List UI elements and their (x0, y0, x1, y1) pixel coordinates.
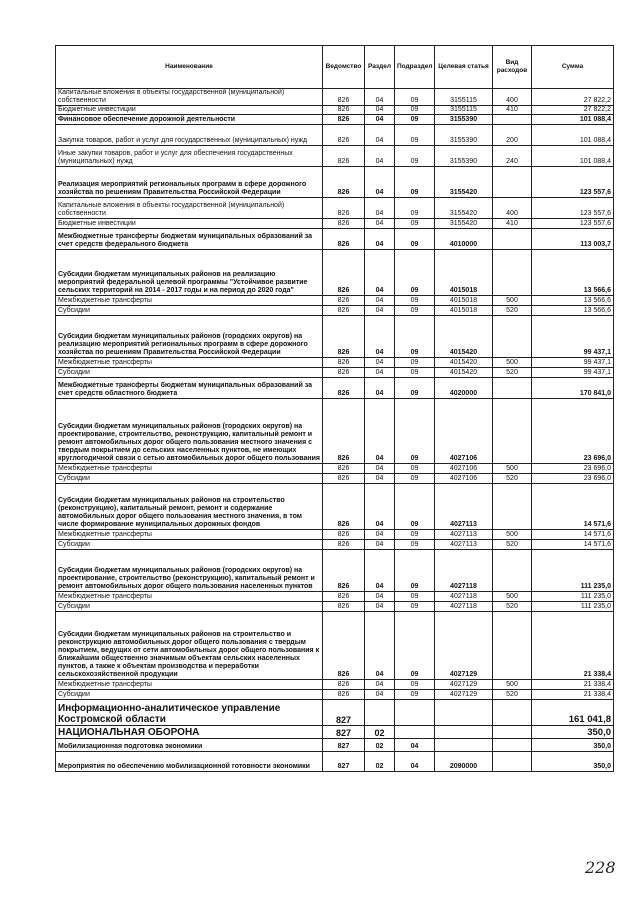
row-subsection: 09 (395, 219, 435, 229)
header-dept: Ведомство (323, 46, 365, 89)
row-section: 04 (365, 464, 395, 474)
row-subsection: 09 (395, 306, 435, 316)
row-section: 04 (365, 399, 395, 464)
row-subsection: 09 (395, 115, 435, 125)
table-row (56, 474, 614, 484)
row-expense-kind: 500 (493, 296, 532, 306)
row-name: Субсидии (56, 306, 323, 316)
row-target-article: 4015018 (435, 296, 493, 306)
row-name: Субсидии (56, 474, 323, 484)
row-subsection: 09 (395, 125, 435, 146)
table-row (56, 399, 614, 464)
row-expense-kind: 520 (493, 602, 532, 612)
row-dept: 826 (323, 89, 365, 106)
row-section: 04 (365, 358, 395, 368)
row-subsection: 09 (395, 89, 435, 106)
table-row (56, 726, 614, 739)
row-name: Иные закупки товаров, работ и услуг для обеспечения государственных (муниципальных) нужд (56, 146, 323, 167)
row-expense-kind: 520 (493, 474, 532, 484)
row-target-article: 4027113 (435, 484, 493, 530)
row-expense-kind: 400 (493, 198, 532, 219)
row-sum: 23 696,0 (532, 474, 614, 484)
table-row (56, 296, 614, 306)
row-sum: 101 088,4 (532, 115, 614, 125)
row-target-article: 4027129 (435, 612, 493, 680)
row-name: Межбюджетные трансферты (56, 464, 323, 474)
table-row (56, 219, 614, 229)
row-name: Финансовое обеспечение дорожной деятельности (56, 115, 323, 125)
table-row (56, 530, 614, 540)
row-sum: 21 338,4 (532, 612, 614, 680)
row-dept: 827 (323, 752, 365, 772)
row-expense-kind: 520 (493, 368, 532, 378)
row-target-article: 4027106 (435, 474, 493, 484)
row-sum: 13 566,6 (532, 306, 614, 316)
row-dept: 826 (323, 198, 365, 219)
table-row (56, 125, 614, 146)
row-target-article: 4027118 (435, 602, 493, 612)
row-dept: 826 (323, 550, 365, 592)
table-row (56, 612, 614, 680)
row-name: Межбюджетные трансферты бюджетам муниципальных образований за счет средств федерального бюджета (56, 229, 323, 250)
row-target-article: 3155420 (435, 167, 493, 198)
row-subsection: 09 (395, 146, 435, 167)
row-sum: 99 437,1 (532, 368, 614, 378)
row-sum: 111 235,0 (532, 602, 614, 612)
row-expense-kind: 400 (493, 89, 532, 106)
row-target-article: 3155390 (435, 125, 493, 146)
row-subsection: 04 (395, 739, 435, 752)
row-dept: 826 (323, 484, 365, 530)
header-row (56, 46, 614, 89)
row-section: 04 (365, 125, 395, 146)
row-expense-kind: 500 (493, 358, 532, 368)
row-target-article: 4015018 (435, 306, 493, 316)
row-dept: 826 (323, 306, 365, 316)
row-target-article: 3155115 (435, 89, 493, 106)
row-sum: 350,0 (532, 739, 614, 752)
row-sum: 99 437,1 (532, 316, 614, 358)
table-row (56, 540, 614, 550)
row-section: 04 (365, 89, 395, 106)
row-dept: 826 (323, 399, 365, 464)
row-subsection: 09 (395, 484, 435, 530)
row-section: 04 (365, 306, 395, 316)
row-subsection: 09 (395, 474, 435, 484)
row-section: 04 (365, 368, 395, 378)
row-section: 04 (365, 680, 395, 690)
row-dept: 826 (323, 474, 365, 484)
row-dept: 826 (323, 146, 365, 167)
row-subsection: 09 (395, 106, 435, 115)
row-subsection: 09 (395, 358, 435, 368)
row-target-article: 4027106 (435, 399, 493, 464)
row-subsection: 04 (395, 752, 435, 772)
row-name: Межбюджетные трансферты (56, 296, 323, 306)
row-subsection (395, 700, 435, 726)
row-expense-kind (493, 229, 532, 250)
row-target-article: 3155390 (435, 146, 493, 167)
row-subsection: 09 (395, 602, 435, 612)
table-row (56, 167, 614, 198)
row-section: 04 (365, 484, 395, 530)
row-name: Субсидии (56, 690, 323, 700)
row-target-article: 4015018 (435, 250, 493, 296)
row-dept: 826 (323, 229, 365, 250)
table-row (56, 464, 614, 474)
table-row (56, 316, 614, 358)
row-target-article: 4015420 (435, 368, 493, 378)
row-name: Межбюджетные трансферты (56, 592, 323, 602)
row-name: Субсидии бюджетам муниципальных районов на строительство (реконструкцию), капитальный ремонт, ремонт и содержание автомобильных дорог общего пользования местного значения, в том числе формирование муниципальных дорожных фондов (56, 484, 323, 530)
row-name: Капитальные вложения в объекты государственной (муниципальной) собственности (56, 89, 323, 106)
row-section: 04 (365, 316, 395, 358)
table-row (56, 115, 614, 125)
row-name: Субсидии бюджетам муниципальных районов (городских округов) на реализацию мероприятий региональных программ в сфере дорожного хозяйства по решениям Правительства Российской Федерации (56, 316, 323, 358)
row-expense-kind: 500 (493, 464, 532, 474)
row-subsection: 09 (395, 550, 435, 592)
row-expense-kind: 410 (493, 106, 532, 115)
row-sum: 14 571,6 (532, 530, 614, 540)
row-sum: 27 822,2 (532, 106, 614, 115)
row-sum: 13 566,6 (532, 296, 614, 306)
row-subsection: 09 (395, 464, 435, 474)
row-dept: 826 (323, 612, 365, 680)
row-target-article: 3155420 (435, 198, 493, 219)
row-name: Субсидии бюджетам муниципальных районов (городских округов) на проектирование, строительство (реконструкцию), капитальный ремонт и ремонт автомобильных дорог общего пользования населенных пунктов (56, 550, 323, 592)
row-sum: 111 235,0 (532, 592, 614, 602)
row-target-article (435, 739, 493, 752)
row-target-article (435, 726, 493, 739)
row-subsection: 09 (395, 368, 435, 378)
row-dept: 827 (323, 726, 365, 739)
row-subsection: 09 (395, 399, 435, 464)
row-sum: 21 338,4 (532, 680, 614, 690)
row-section: 04 (365, 115, 395, 125)
row-dept: 826 (323, 358, 365, 368)
row-expense-kind (493, 399, 532, 464)
row-section: 04 (365, 106, 395, 115)
row-target-article: 4027113 (435, 530, 493, 540)
row-section: 04 (365, 229, 395, 250)
row-sum: 14 571,6 (532, 540, 614, 550)
row-expense-kind (493, 484, 532, 530)
row-name: Межбюджетные трансферты (56, 530, 323, 540)
row-name: Субсидии (56, 602, 323, 612)
table-row (56, 250, 614, 296)
header-name: Наименование (56, 46, 323, 89)
row-name: Межбюджетные трансферты бюджетам муниципальных образований за счет средств областного бюджета (56, 378, 323, 399)
row-name: Бюджетные инвестиции (56, 219, 323, 229)
row-section: 04 (365, 198, 395, 219)
row-name: Закупка товаров, работ и услуг для государственных (муниципальных) нужд (56, 125, 323, 146)
row-target-article: 4020000 (435, 378, 493, 399)
row-target-article: 4027113 (435, 540, 493, 550)
row-target-article: 4010000 (435, 229, 493, 250)
row-name: Межбюджетные трансферты (56, 358, 323, 368)
row-sum: 21 338,4 (532, 690, 614, 700)
row-sum: 27 822,2 (532, 89, 614, 106)
row-section: 04 (365, 219, 395, 229)
table-row (56, 752, 614, 772)
row-section: 04 (365, 167, 395, 198)
row-dept: 826 (323, 125, 365, 146)
table-row (56, 700, 614, 726)
table-row (56, 89, 614, 106)
row-subsection: 09 (395, 612, 435, 680)
row-section: 04 (365, 378, 395, 399)
row-name: Субсидии (56, 368, 323, 378)
row-expense-kind: 500 (493, 530, 532, 540)
row-subsection (395, 726, 435, 739)
row-expense-kind (493, 250, 532, 296)
row-section: 04 (365, 602, 395, 612)
row-name: Мероприятия по обеспечению мобилизационной готовности экономики (56, 752, 323, 772)
row-dept: 826 (323, 378, 365, 399)
row-sum: 123 557,6 (532, 167, 614, 198)
row-dept: 826 (323, 602, 365, 612)
row-expense-kind (493, 550, 532, 592)
table-body (56, 89, 614, 772)
row-target-article: 4027129 (435, 690, 493, 700)
row-expense-kind (493, 612, 532, 680)
row-section: 04 (365, 530, 395, 540)
row-section: 04 (365, 296, 395, 306)
row-sum: 23 696,0 (532, 399, 614, 464)
row-expense-kind (493, 739, 532, 752)
row-subsection: 09 (395, 378, 435, 399)
row-name: Субсидии бюджетам муниципальных районов на реализацию мероприятий федеральной целевой программы "Устойчивое развитие сельских территорий на 2014 - 2017 годы и на период до 2020 года" (56, 250, 323, 296)
row-expense-kind (493, 752, 532, 772)
row-expense-kind: 200 (493, 125, 532, 146)
row-name: Субсидии бюджетам муниципальных районов (городских округов) на проектирование, строительство, реконструкцию, капитальный ремонт и ремонт автомобильных дорог общего пользования местного значения с твердым покрытием до сельских населенных пунктов, не имеющих круглогодичной связи с сетью автомобильных дорог общего пользования (56, 399, 323, 464)
row-expense-kind (493, 700, 532, 726)
row-sum: 350,0 (532, 726, 614, 739)
row-section: 04 (365, 250, 395, 296)
row-expense-kind: 520 (493, 540, 532, 550)
row-subsection: 09 (395, 680, 435, 690)
row-expense-kind (493, 316, 532, 358)
row-dept: 826 (323, 167, 365, 198)
row-section: 02 (365, 726, 395, 739)
row-expense-kind (493, 167, 532, 198)
header-sum: Сумма (532, 46, 614, 89)
row-dept: 826 (323, 592, 365, 602)
row-sum: 161 041,8 (532, 700, 614, 726)
row-dept: 826 (323, 690, 365, 700)
row-dept: 826 (323, 115, 365, 125)
row-sum: 170 841,0 (532, 378, 614, 399)
row-dept: 826 (323, 316, 365, 358)
table-row (56, 550, 614, 592)
row-subsection: 09 (395, 540, 435, 550)
row-name: Мобилизационная подготовка экономики (56, 739, 323, 752)
row-dept: 826 (323, 219, 365, 229)
row-target-article: 2090000 (435, 752, 493, 772)
row-dept: 826 (323, 464, 365, 474)
row-subsection: 09 (395, 296, 435, 306)
row-section (365, 700, 395, 726)
table-row (56, 198, 614, 219)
row-target-article: 4027106 (435, 464, 493, 474)
table-row (56, 592, 614, 602)
budget-table (55, 45, 614, 772)
row-sum: 350,0 (532, 752, 614, 772)
row-name: Реализация мероприятий региональных программ в сфере дорожного хозяйства по решениям Правительства Российской Федерации (56, 167, 323, 198)
row-dept: 827 (323, 700, 365, 726)
page-number: 228 (585, 858, 616, 877)
table-row (56, 358, 614, 368)
table-row (56, 106, 614, 115)
row-name: Межбюджетные трансферты (56, 680, 323, 690)
header-expense-kind: Вид расходов (493, 46, 532, 89)
row-subsection: 09 (395, 690, 435, 700)
table-row (56, 229, 614, 250)
row-dept: 827 (323, 739, 365, 752)
header-target-article: Целевая статья (435, 46, 493, 89)
row-section: 02 (365, 752, 395, 772)
row-expense-kind (493, 378, 532, 399)
table-row (56, 146, 614, 167)
table-row (56, 739, 614, 752)
row-name: Субсидии (56, 540, 323, 550)
row-subsection: 09 (395, 167, 435, 198)
table-row (56, 484, 614, 530)
row-expense-kind (493, 726, 532, 739)
row-sum: 101 088,4 (532, 146, 614, 167)
header-subsection: Подраздел (395, 46, 435, 89)
row-name: Бюджетные инвестиции (56, 106, 323, 115)
row-section: 04 (365, 612, 395, 680)
table-row (56, 306, 614, 316)
table-row (56, 602, 614, 612)
row-expense-kind: 500 (493, 592, 532, 602)
row-subsection: 09 (395, 316, 435, 358)
table-row (56, 368, 614, 378)
table-row (56, 680, 614, 690)
table-row (56, 378, 614, 399)
row-target-article: 4027129 (435, 680, 493, 690)
row-target-article: 3155390 (435, 115, 493, 125)
row-target-article: 4027118 (435, 550, 493, 592)
row-dept: 826 (323, 296, 365, 306)
row-sum: 99 437,1 (532, 358, 614, 368)
row-name: НАЦИОНАЛЬНАЯ ОБОРОНА (56, 726, 323, 739)
row-sum: 13 566,6 (532, 250, 614, 296)
row-target-article (435, 700, 493, 726)
row-dept: 826 (323, 368, 365, 378)
row-expense-kind: 520 (493, 690, 532, 700)
row-dept: 826 (323, 680, 365, 690)
row-sum: 101 088,4 (532, 125, 614, 146)
row-section: 02 (365, 739, 395, 752)
row-dept: 826 (323, 540, 365, 550)
row-sum: 23 696,0 (532, 464, 614, 474)
row-sum: 14 571,6 (532, 484, 614, 530)
row-target-article: 3155115 (435, 106, 493, 115)
row-name: Информационно-аналитическое управление Костромской области (56, 700, 323, 726)
row-target-article: 4015420 (435, 358, 493, 368)
row-sum: 111 235,0 (532, 550, 614, 592)
row-sum: 123 557,6 (532, 198, 614, 219)
row-expense-kind: 240 (493, 146, 532, 167)
row-section: 04 (365, 690, 395, 700)
row-target-article: 3155420 (435, 219, 493, 229)
row-subsection: 09 (395, 530, 435, 540)
row-sum: 123 557,6 (532, 219, 614, 229)
row-sum: 113 003,7 (532, 229, 614, 250)
row-name: Капитальные вложения в объекты государственной (муниципальной) собственности (56, 198, 323, 219)
row-expense-kind: 520 (493, 306, 532, 316)
row-section: 04 (365, 550, 395, 592)
row-dept: 826 (323, 530, 365, 540)
row-expense-kind: 500 (493, 680, 532, 690)
row-section: 04 (365, 592, 395, 602)
row-target-article: 4027118 (435, 592, 493, 602)
row-subsection: 09 (395, 592, 435, 602)
row-section: 04 (365, 474, 395, 484)
row-section: 04 (365, 146, 395, 167)
row-target-article: 4015420 (435, 316, 493, 358)
row-dept: 826 (323, 250, 365, 296)
row-section: 04 (365, 540, 395, 550)
header-section: Раздел (365, 46, 395, 89)
row-subsection: 09 (395, 229, 435, 250)
row-name: Субсидии бюджетам муниципальных районов на строительство и реконструкцию автомобильных дорог общего пользования с твердым покрытием, ведущих от сети автомобильных дорог общего пользования к ближайшим общественно значимым объектам сельских населенных пунктов, а также к объектам производства и переработки сельскохозяйственной продукции (56, 612, 323, 680)
row-subsection: 09 (395, 250, 435, 296)
row-expense-kind (493, 115, 532, 125)
row-expense-kind: 410 (493, 219, 532, 229)
table-row (56, 690, 614, 700)
row-dept: 826 (323, 106, 365, 115)
row-subsection: 09 (395, 198, 435, 219)
